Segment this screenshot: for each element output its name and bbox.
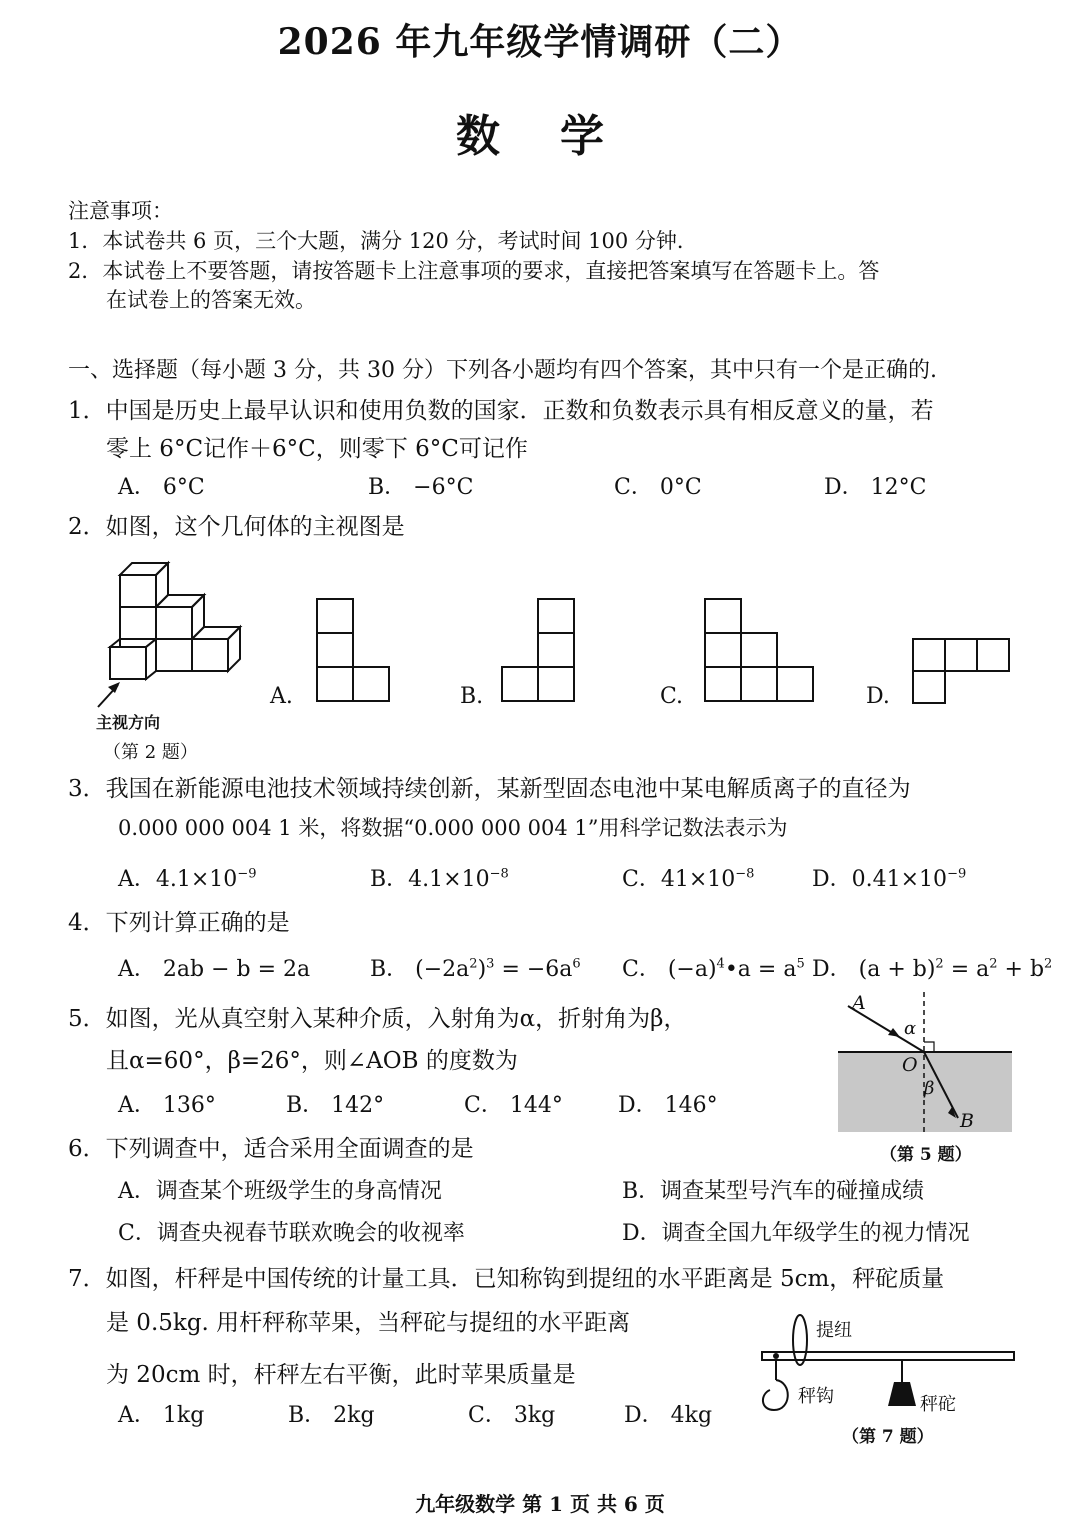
q5-point-o-label: O	[902, 1054, 918, 1076]
q2-caption: （第 2 题）	[103, 742, 198, 763]
q4-stem: 4．下列计算正确的是	[68, 910, 290, 936]
q2-option-b-label: B.	[460, 684, 484, 709]
q3-option-c: C．$41\times 10^{-8}$	[622, 866, 755, 892]
q2-view-direction-label: 主视方向	[96, 713, 161, 732]
note-item-1: 1．本试卷共 6 页，三个大题，满分 120 分，考试时间 100 分钟．	[68, 229, 698, 253]
q3-option-a: A．$4.1\times 10^{-9}$	[118, 866, 257, 892]
q7-option-a: A． 1kg	[118, 1403, 205, 1428]
q5-stem-line2: 且α=60°，β=26°，则∠AOB 的度数为	[106, 1048, 518, 1074]
q7-steelyard-figure	[756, 1310, 1018, 1425]
q2-option-a-label: A.	[270, 684, 293, 709]
q7-option-b: B． 2kg	[288, 1403, 375, 1428]
q6-option-a: A．调查某个班级学生的身高情况	[118, 1179, 442, 1204]
q4-option-d: D． $(a + b)^2 = a^2 + b^2$	[812, 956, 1053, 982]
q1-option-a: A． 6°C	[118, 475, 205, 500]
page-footer: 九年级数学 第 1 页 共 6 页	[415, 1492, 665, 1516]
q3-stem-line1: 3．我国在新能源电池技术领域持续创新，某新型固态电池中某电解质离子的直径为	[68, 776, 911, 802]
note-item-2: 2．本试卷上不要答题，请按答题卡上注意事项的要求，直接把答案填写在答题卡上。答	[68, 259, 880, 283]
q5-beta-label: β	[924, 1078, 935, 1099]
q5-option-b: B． 142°	[286, 1093, 385, 1118]
note-item-2-cont: 在试卷上的答案无效。	[106, 288, 316, 312]
q7-weight-label: 秤砣	[920, 1394, 956, 1415]
q5-stem-line1: 5．如图，光从真空射入某种介质，入射角为α，折射角为β，	[68, 1006, 687, 1032]
q5-point-a-label: A	[852, 992, 866, 1014]
q5-option-c: C． 144°	[464, 1093, 563, 1118]
q7-option-d: D． 4kg	[624, 1403, 713, 1428]
q1-stem-line2: 零上 6°C记作＋6°C，则零下 6°C可记作	[106, 436, 528, 462]
q7-stem-line3: 为 20cm 时，杆秤左右平衡，此时苹果质量是	[106, 1362, 576, 1388]
q1-option-b: B． −6°C	[368, 475, 474, 500]
q4-option-a: A． 2ab − b = 2a	[118, 957, 311, 982]
q2-option-c-figure	[704, 598, 816, 704]
q1-stem-line1: 1．中国是历史上最早认识和使用负数的国家．正数和负数表示具有相反意义的量，若	[68, 398, 934, 424]
q3-stem-line2: 0.000 000 004 1 米，将数据“0.000 000 004 1”用科学记数法表示为	[118, 816, 788, 840]
exam-title: 2026 年九年级学情调研（二）	[277, 21, 803, 63]
q7-option-c: C． 3kg	[468, 1403, 556, 1428]
q7-stem-line1: 7．如图，杆秤是中国传统的计量工具．已知称钩到提纽的水平距离是 5cm，秤砣质量	[68, 1266, 945, 1292]
notes-heading: 注意事项：	[68, 199, 173, 223]
q3-option-b: B．$4.1\times 10^{-8}$	[370, 866, 509, 892]
q5-alpha-label: α	[904, 1018, 917, 1039]
q5-point-b-label: B	[960, 1110, 974, 1132]
q5-option-d: D． 146°	[618, 1093, 718, 1118]
q2-solid-figure	[80, 555, 250, 715]
q1-option-d: D． 12°C	[824, 475, 927, 500]
q5-option-a: A． 136°	[118, 1093, 216, 1118]
q7-caption: （第 7 题）	[842, 1427, 934, 1447]
q6-option-c: C．调查央视春节联欢晚会的收视率	[118, 1221, 465, 1246]
q6-option-b: B．调查某型号汽车的碰撞成绩	[622, 1179, 925, 1204]
subject-title: 数学	[456, 111, 664, 162]
q2-option-b-figure	[501, 598, 579, 704]
q2-option-c-label: C.	[660, 684, 684, 709]
q5-caption: （第 5 题）	[880, 1145, 972, 1165]
q6-option-d: D．调查全国九年级学生的视力情况	[622, 1221, 970, 1246]
q4-option-b: B． $(-2a^2)^3 = -6a^6$	[370, 956, 581, 982]
q7-knob-label: 提纽	[816, 1320, 852, 1341]
section-heading: 一、选择题（每小题 3 分，共 30 分）下列各小题均有四个答案，其中只有一个是正确的.	[68, 358, 937, 383]
q2-option-d-figure	[912, 638, 1014, 704]
q4-option-c: C． $(-a)^4•a = a^5$	[622, 956, 805, 982]
q6-stem: 6．下列调查中，适合采用全面调查的是	[68, 1136, 474, 1162]
q2-option-a-figure	[316, 598, 394, 704]
q1-option-c: C． 0°C	[614, 475, 702, 500]
q7-hook-label: 秤钩	[798, 1386, 834, 1407]
q7-stem-line2: 是 0.5kg. 用杆秤称苹果，当秤砣与提纽的水平距离	[106, 1310, 631, 1336]
q2-option-d-label: D.	[866, 684, 890, 709]
q3-option-d: D．$0.41\times 10^{-9}$	[812, 866, 967, 892]
q2-stem: 2．如图，这个几何体的主视图是	[68, 514, 405, 540]
